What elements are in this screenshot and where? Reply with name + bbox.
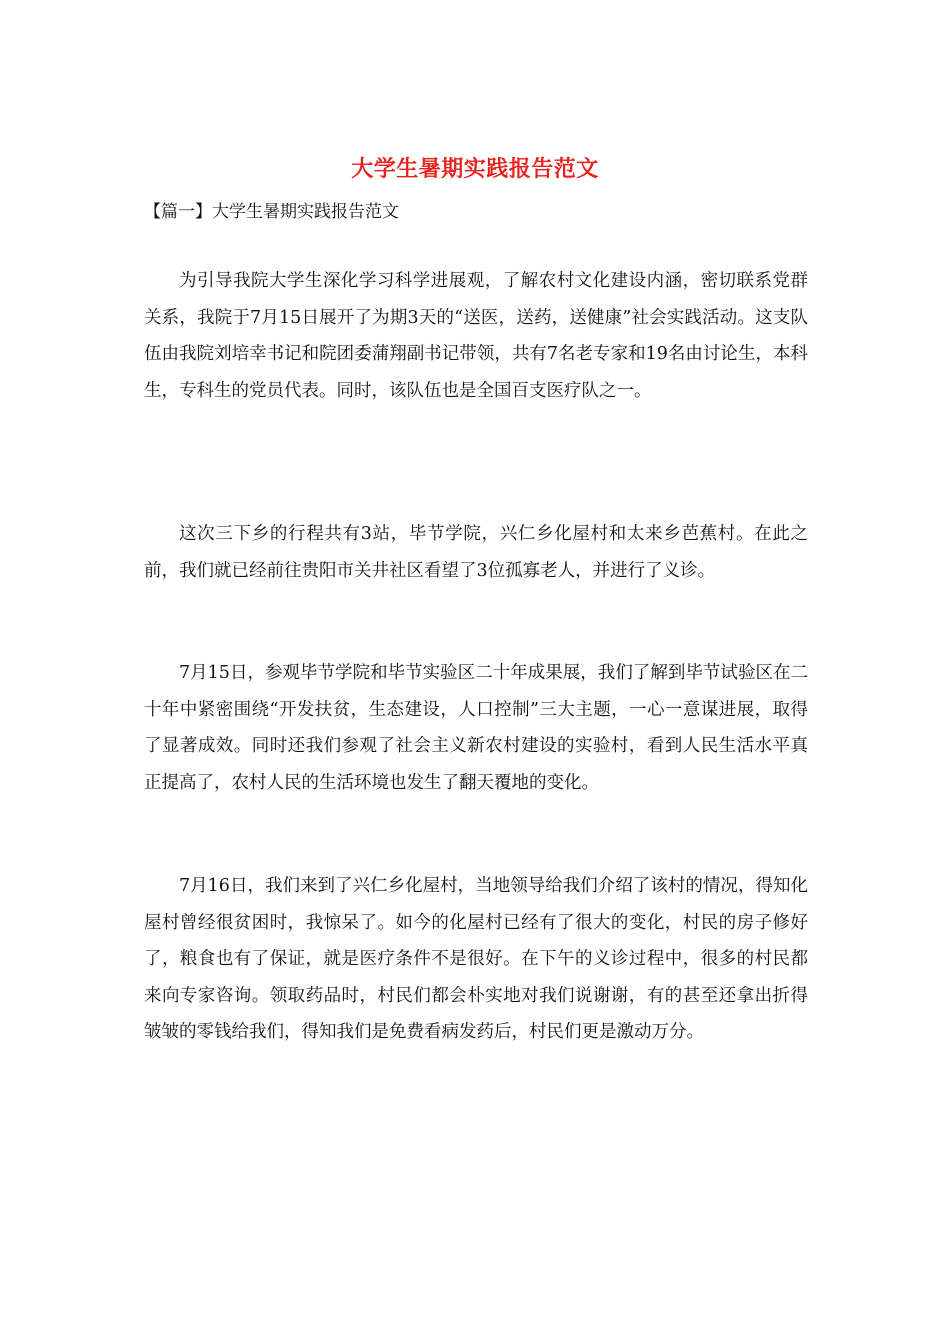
document-title: 大学生暑期实践报告范文 — [351, 156, 599, 182]
body-paragraph: 这次三下乡的行程共有3站，毕节学院，兴仁乡化屋村和太来乡芭蕉村。在此之前，我们就已经前往贵阳市关井社区看望了3位孤寡老人，并进行了义诊。 — [144, 524, 808, 581]
body-paragraph: 7月15日，参观毕节学院和毕节实验区二十年成果展，我们了解到毕节试验区在二十年中紧密围绕“开发扶贫，生态建设，人口控制”三大主题，一心一意谋进展，取得了显著成效。同时还我们参观了社会主义新农村建设的实验村，看到人民生活水平真正提高了，农村人民的生活环境也发生了翻天覆地的变化。 — [144, 663, 808, 793]
body-paragraph: 7月16日，我们来到了兴仁乡化屋村，当地领导给我们介绍了该村的情况，得知化屋村曾经很贫困时，我惊呆了。如今的化屋村已经有了很大的变化，村民的房子修好了，粮食也有了保证，就是医疗条件不是很好。在下午的义诊过程中，很多的村民都来向专家咨询。领取药品时，村民们都会朴实地对我们说谢谢，有的甚至还拿出折得皱皱的零钱给我们，得知我们是免费看病发药后，村民们更是激动万分。 — [144, 876, 808, 1043]
section-heading: 【篇一】大学生暑期实践报告范文 — [144, 202, 399, 222]
body-paragraph: 为引导我院大学生深化学习科学进展观，了解农村文化建设内涵，密切联系党群关系，我院于7月15日展开了为期3天的“送医，送药，送健康”社会实践活动。这支队伍由我院刘培幸书记和院团委蒲翔副书记带领，共有7名老专家和19名由讨论生，本科生，专科生的党员代表。同时，该队伍也是全国百支医疗队之一。 — [144, 271, 808, 401]
